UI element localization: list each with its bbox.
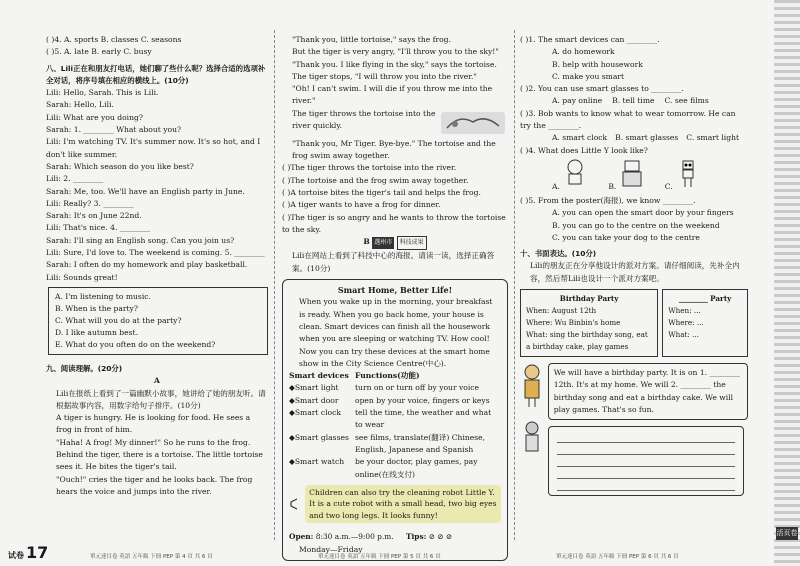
device-function: turn on or turn off by your voice — [355, 383, 480, 393]
column-divider — [514, 30, 515, 540]
option-label: A. — [552, 181, 560, 191]
dialogue-line: Sarah: Me, too. We'll have an English party in June. — [46, 186, 245, 196]
open-label: Open: — [289, 532, 314, 542]
topic-tag: 科技成果 — [397, 236, 427, 250]
dialogue-line: Lili: Really? 3. ________ — [46, 198, 134, 208]
device-name: ◆Smart watch — [289, 457, 345, 467]
dialogue-line: Lili: I'm watching TV. It's summer now. It's so hot, and I — [46, 137, 261, 147]
option: C. smart light — [686, 133, 740, 143]
birthday-party-card — [520, 289, 658, 357]
option-d: D. I like autumn best. — [55, 327, 139, 337]
dialogue-line: Sarah: I often do my homework and play basketball. — [46, 260, 248, 270]
option: A. do homework — [552, 47, 615, 57]
story-line: The tiger stops, "I will throw you into the river." — [292, 71, 477, 81]
card-title: Birthday Party — [559, 294, 619, 304]
question-3-options — [520, 132, 748, 144]
dialogue-line: Sarah: It's on June 22nd. — [46, 211, 142, 221]
story-paragraph-1: A tiger is hungry. He is looking for food. He sees a frog in front of him. — [56, 413, 251, 435]
girl-illustration — [520, 420, 544, 460]
writing-line[interactable] — [557, 467, 735, 479]
column-right — [520, 34, 748, 496]
writing-line[interactable] — [557, 431, 735, 443]
device-function: tell the time, the weather and what to wear — [355, 408, 492, 430]
dialogue-line: Lili: That's nice. 4. ________ — [46, 223, 151, 233]
dialogue-line: Sarah: Hello, Lili. — [46, 100, 114, 110]
poster-text-2: Now you can try these devices at the smart home show in the City Science Centre(中心). — [299, 346, 490, 368]
question-5-options — [520, 207, 748, 244]
megaphone-icon — [289, 494, 297, 514]
option: B. help with housework — [552, 59, 643, 69]
question-1: ( )1. The smart devices can ________. — [520, 35, 660, 44]
option: C. see films — [664, 96, 709, 106]
question-5: ( )5. From the poster(海报), we know ________. — [520, 195, 696, 205]
order-item: ( )A tiger wants to have a frog for dinner. — [282, 200, 441, 210]
binder-edge — [774, 0, 800, 566]
question-1-options — [520, 46, 748, 83]
subsection-b-header — [282, 236, 508, 250]
option-row-4: ( )4. A. sports B. classes C. seasons — [46, 35, 182, 44]
story-line: "Thank you, little tortoise," says the frog. — [292, 35, 451, 44]
writing-lines[interactable] — [548, 426, 744, 496]
card-what: What: ... — [668, 330, 699, 340]
option-label: C. — [664, 181, 673, 191]
b-intro: Lili在网站上看到了科技中心的海报。请读一读，选择正确答案。(10分) — [292, 251, 495, 273]
column-middle — [282, 34, 508, 561]
section-9-title: 九、阅读理解。(20分) — [46, 363, 123, 373]
party-cards — [520, 289, 748, 357]
writing-area — [520, 420, 748, 496]
card-where: Where: ... — [668, 318, 704, 328]
page-num: 17 — [26, 543, 49, 562]
open-days: Monday—Friday — [299, 544, 363, 554]
page-number — [8, 543, 48, 562]
section-10-title: 十、书面表达。(10分) — [520, 249, 597, 259]
column-divider — [274, 30, 275, 540]
story-line: "Thank you, Mr Tiger. Bye-bye." The tortoise and the frog swim away together. — [292, 138, 496, 161]
device-table — [289, 370, 501, 481]
robot-c-icon — [675, 159, 701, 189]
card-where: Where: Wu Binbin's home — [526, 318, 621, 328]
option: B. tell time — [612, 96, 655, 106]
robot-row — [289, 481, 501, 528]
dialogue — [46, 87, 268, 284]
section-8-title: 八、Lili正在和朋友打电话，她们聊了些什么呢？选择合适的选项补全对话，将序号填在相应的横线上。(10分) — [46, 63, 266, 85]
open-time: 8:30 a.m.—9:00 p.m. — [315, 532, 394, 542]
option: C. you can take your dog to the centre — [552, 232, 700, 242]
option: B. you can go to the centre on the weekend — [552, 220, 720, 230]
option-c: C. What will you do at the party? — [55, 315, 182, 325]
device-name: ◆Smart clock — [289, 408, 341, 418]
poster-title: Smart Home, Better Life! — [337, 285, 453, 296]
footer-right: 單元達目卷 英語 五年級 下冊 PEP 第 6 頁 共 6 頁 — [556, 554, 679, 560]
order-item: ( )The tiger throws the tortoise into the river. — [282, 163, 457, 173]
question-2-options — [520, 95, 748, 107]
question-4: ( )4. What does Little Y look like? — [520, 145, 648, 155]
functions-header: Functions(功能) — [355, 371, 420, 381]
dialogue-line: Lili: Hello, Sarah. This is Lili. — [46, 88, 159, 98]
speech-row — [520, 363, 748, 420]
speech-bubble: We will have a birthday party. It is on 1. ________ 12th. It's at my home. We will 2. ________ the birthday song and eat a birthday cake. We will play games. That's so fun. — [548, 363, 748, 420]
story-line: The tiger throws the tortoise into the river quickly. — [292, 108, 436, 131]
dialogue-line: Sarah: Which season do you like best? — [46, 161, 194, 171]
option — [552, 159, 588, 193]
device-function: open by your voice, fingers or keys — [355, 395, 490, 405]
robot-a-icon — [562, 159, 588, 189]
tips-label: Tips: — [405, 532, 427, 542]
option-label: B. — [608, 181, 617, 191]
robot-text: Children can also try the cleaning robot Little Y. It is a cute robot with a small head, two big eyes and two long legs. It looks funny! — [305, 485, 501, 524]
tiger-illustration — [439, 108, 508, 138]
no-food-icon: ⊘ — [437, 532, 444, 542]
subsection-b: B — [363, 237, 370, 247]
card-when: When: August 12th — [526, 306, 597, 316]
order-item: ( )The tiger is so angry and he wants to throw the tortoise to the sky. — [282, 212, 506, 234]
dialogue-line: Lili: Sounds great! — [46, 272, 118, 282]
story-line: "Thank you. I like flying in the sky," says the tortoise. — [292, 59, 497, 69]
option-e: E. What do you often do on the weekend? — [55, 339, 216, 349]
open-hours-row — [289, 531, 501, 543]
story-paragraph-3: Behind the tiger, there is a tortoise. The little tortoise sees it. He bites the tiger's tail. — [56, 450, 263, 472]
dialogue-line: Lili: 2. ________ — [46, 174, 104, 184]
device-name: ◆Smart light — [289, 383, 339, 393]
option-b: B. When is the party? — [55, 303, 138, 313]
device-name: ◆Smart door — [289, 395, 339, 405]
section-10-intro: Lili的朋友正在分享他设计的派对方案。请仔细阅读，先补全内容，然后帮Lili也设计一个派对方案吧。 — [530, 261, 740, 283]
device-name: ◆Smart glasses — [289, 432, 349, 442]
option: C. make you smart — [552, 71, 625, 81]
story-intro: Lili在报纸上看到了一篇幽默小故事，她讲给了她的朋友听。请根据故事内容，用数字给句子排序。(10分) — [56, 388, 266, 410]
question-4-options — [520, 157, 748, 195]
option — [608, 159, 644, 193]
story-line: But the tiger is very angry, "I'll throw you to the sky!" — [292, 47, 499, 57]
device-function: see films, translate(翻译) Chinese, English, Japanese and Spanish — [355, 432, 486, 454]
option-row-5: ( )5. A. late B. early C. busy — [46, 47, 152, 57]
dialogue-line: Sarah: 1. ________ What about you? — [46, 125, 182, 135]
option: A. you can open the smart door by your fingers — [552, 208, 734, 218]
option: A. smart clock — [552, 133, 608, 143]
page-label: 试卷 — [8, 551, 24, 560]
option — [665, 159, 701, 193]
devices-header: Smart devices — [289, 371, 349, 381]
option: B. smart glasses — [615, 133, 679, 143]
tiger-paragraph — [282, 108, 508, 138]
dialogue-line: Sarah: I'll sing an English song. Can you join us? — [46, 235, 235, 245]
no-dog-icon: ⊘ — [428, 532, 435, 542]
card-what: What: sing the birthday song, eat a birthday cake, play games — [526, 330, 648, 352]
story-paragraph-2: "Haha! A frog! My dinner!" So he runs to the frog. — [56, 437, 251, 447]
option-a: A. I'm listening to music. — [55, 291, 151, 301]
footer-left: 單元達目卷 英語 五年級 下冊 PEP 第 4 頁 共 6 頁 — [90, 554, 213, 560]
no-photo-icon: ⊘ — [445, 532, 453, 542]
boy-illustration — [520, 363, 544, 409]
dialogue-line: Lili: What are you doing? — [46, 112, 143, 122]
side-tag: 活页卷 — [776, 527, 798, 540]
blank-party-card — [662, 289, 748, 357]
smart-home-poster — [282, 279, 508, 561]
card-title: ________ Party — [678, 294, 732, 304]
dialogue-line: Lili: Sure, I'd love to. The weekend is coming. 5. ________ — [46, 248, 265, 258]
card-when: When: ... — [668, 306, 701, 316]
order-item: ( )A tortoise bites the tiger's tail and helps the frog. — [282, 187, 481, 197]
device-function: be your doctor, play games, pay online(在线支付) — [355, 457, 478, 479]
subsection-a: A — [154, 376, 160, 386]
order-item: ( )The tortoise and the frog swim away together. — [282, 175, 469, 185]
dialogue-line: don't like summer. — [46, 149, 118, 159]
writing-line[interactable] — [557, 443, 735, 455]
robot-b-icon — [619, 159, 645, 189]
story-line: "Oh! I can't swim. I will die if you throw me into the river." — [292, 84, 493, 106]
footer-middle: 單元達目卷 英語 五年級 下冊 PEP 第 5 頁 共 6 頁 — [318, 554, 441, 560]
poster-text: When you wake up in the morning, your breakfast is ready. When you go back home, your house is clean. Smart devices can finish all the housework when you are sleeping or watching TV. How cool! — [299, 297, 493, 344]
writing-line[interactable] — [557, 479, 735, 491]
question-2: ( )2. You can use smart glasses to ________. — [520, 84, 684, 94]
region-tag: 選州市 — [372, 237, 394, 249]
dialogue-options-box — [48, 287, 268, 355]
column-left — [46, 34, 268, 498]
question-3: ( )3. Bob wants to know what to wear tomorrow. He can try the ________. — [520, 108, 736, 131]
option: A. pay online — [552, 96, 603, 106]
writing-line[interactable] — [557, 455, 735, 467]
story-paragraph-4: "Ouch!" cries the tiger and he looks back. The frog hears the voice and jumps into the river. — [56, 474, 253, 496]
